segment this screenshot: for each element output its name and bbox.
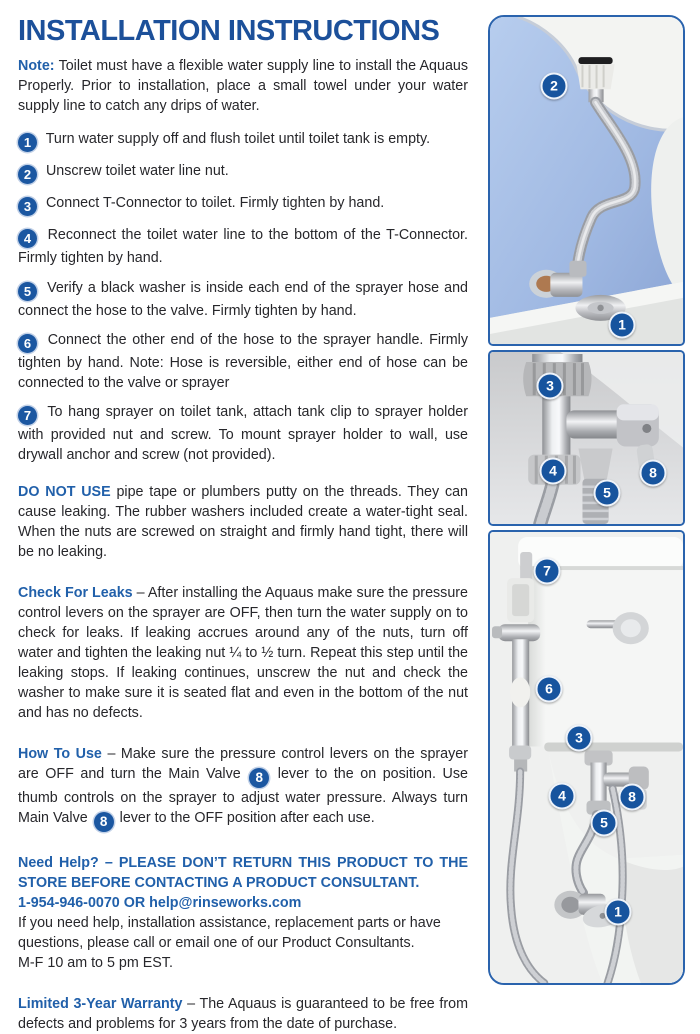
check-for-leaks-heading: Check For Leaks [18,584,133,601]
callout-badge-1: 1 [609,312,636,339]
how-to-use-text: lever to the on position. Use thumb controls on the sprayer to adjust water pressure. Always turn Main Valve [18,765,468,826]
step-item-7 [18,402,468,465]
do-not-use-text: pipe tape or plumbers putty on the threads. They can cause leaking. The rubber washers included create a water-tight seal. When the nuts are screwed on straight and firmly hand tight, there will be no leaking. [18,483,468,560]
thumb-control [510,677,530,707]
valve-outlet-hole [642,424,651,433]
need-help-warning-text: – PLEASE DON’T RETURN THIS PRODUCT TO THE STORE BEFORE CONTACTING A PRODUCT CONSULTANT. [18,854,468,891]
step-item-4 [18,225,468,268]
sprayer-nozzle [492,626,502,638]
warranty-paragraph [18,994,468,1034]
callout-badge-3: 3 [537,373,564,400]
callout-badge-4: 4 [540,458,567,485]
sprayer-head [498,624,540,641]
callout-badge-8: 8 [619,784,646,811]
note-label: Note: [18,58,55,75]
need-help-block [18,853,468,973]
supply-line-illustration [490,17,683,344]
how-to-use-text: lever to the OFF position after each use. [119,809,375,826]
how-to-use-paragraph [18,744,468,832]
step-text: Connect T-Connector to toilet. Firmly tighten by hand. [45,195,385,212]
step-number-badge: 7 [18,406,37,425]
need-help-hours: M-F 10 am to 5 pm EST. [18,954,173,971]
how-to-use-text: – Make sure the pressure control levers on the sprayer are OFF and turn the Main Valve [18,745,468,782]
step-text: Reconnect the toilet water line to the bottom of the T-Connector. Firmly tighten by hand. [18,227,468,267]
check-for-leaks-text: – After installing the Aquaus make sure the pressure control levers on the sprayer are OFF, then turn the water supply on to check for leaks. If leaking accrues around any of the nuts, turn off water and tighten the leaking nut ¼ to ½ turn. Repeat this step until the leaking stops. If leaking continues, unscrew the nut and check the washer to make sure it is seated flat and even in the bottom of the nut and has no defects. [18,584,468,721]
t-connector-vertical-body [542,396,570,458]
page-title: INSTALLATION INSTRUCTIONS [18,15,440,47]
hose-nut [569,261,586,277]
photo-panel-sprayer-installed [488,530,685,985]
callout-badge-5: 5 [594,480,621,507]
warranty-text: – The Aquaus is guaranteed to be free from defects and problems for 3 years from the date of purchase. [18,995,468,1032]
step-item-2 [18,161,468,184]
callout-badge-1: 1 [605,899,632,926]
step-item-3 [18,193,468,216]
step-item-6 [18,330,468,393]
note-paragraph [18,56,468,116]
main-valve-badge: 8 [94,812,114,832]
step-number-badge: 5 [18,282,37,301]
sprayer-installed-illustration [490,532,683,983]
step-text: Unscrew toilet water line nut. [45,163,229,180]
instructions-column [18,12,468,1034]
step-text: Turn water supply off and flush toilet until toilet tank is empty. [45,131,431,148]
step-number-badge: 4 [18,229,37,248]
how-to-use-heading: How To Use [18,745,102,762]
step-item-5 [18,278,468,321]
callout-badge-3: 3 [566,725,593,752]
do-not-use-paragraph [18,482,468,562]
under-tank-shadow [544,742,683,751]
step-text: Connect the other end of the hose to the sprayer handle. Firmly tighten by hand. Note: Hose is reversible, either end of hose can be connected to the valve or sprayer [18,331,468,391]
t-connector-illustration [490,352,683,524]
black-washer [578,57,612,64]
callout-badge-4: 4 [549,783,576,810]
callout-badge-2: 2 [541,73,568,100]
callout-badge-8: 8 [640,460,667,487]
need-help-warning [18,853,468,893]
contact-line: 1-954-946-0070 OR help@rinseworks.com [18,894,302,911]
warranty-heading: Limited 3-Year Warranty [18,995,183,1012]
main-valve-badge: 8 [249,768,269,788]
step-item-1 [18,129,468,152]
callout-badge-7: 7 [534,558,561,585]
callout-badge-6: 6 [536,676,563,703]
need-help-body: If you need help, installation assistance, replacement parts or have questions, please call or email one of our Product Consultants. [18,914,441,951]
note-text: Toilet must have a flexible water supply line to install the Aquaus Properly. Prior to installation, place a small towel under your water supply line to catch any drips of water. [18,58,468,115]
step-number-badge: 2 [18,165,37,184]
step-number-badge: 6 [18,334,37,353]
check-for-leaks-paragraph [18,583,468,723]
do-not-use-heading: DO NOT USE [18,483,111,500]
callout-badge-5: 5 [591,810,618,837]
need-help-heading: Need Help? [18,854,99,871]
step-text: Verify a black washer is inside each end of the sprayer hose and connect the hose to the valve. Firmly tighten by hand. [18,279,468,319]
step-number-badge: 1 [18,133,37,152]
step-text: To hang sprayer on toilet tank, attach tank clip to sprayer holder with provided nut and screw. To mount sprayer holder to wall, use drywall anchor and screw (not provided). [18,403,468,463]
step-number-badge: 3 [18,197,37,216]
photo-panel-t-connector [488,350,685,526]
photo-panel-supply-line [488,15,685,346]
